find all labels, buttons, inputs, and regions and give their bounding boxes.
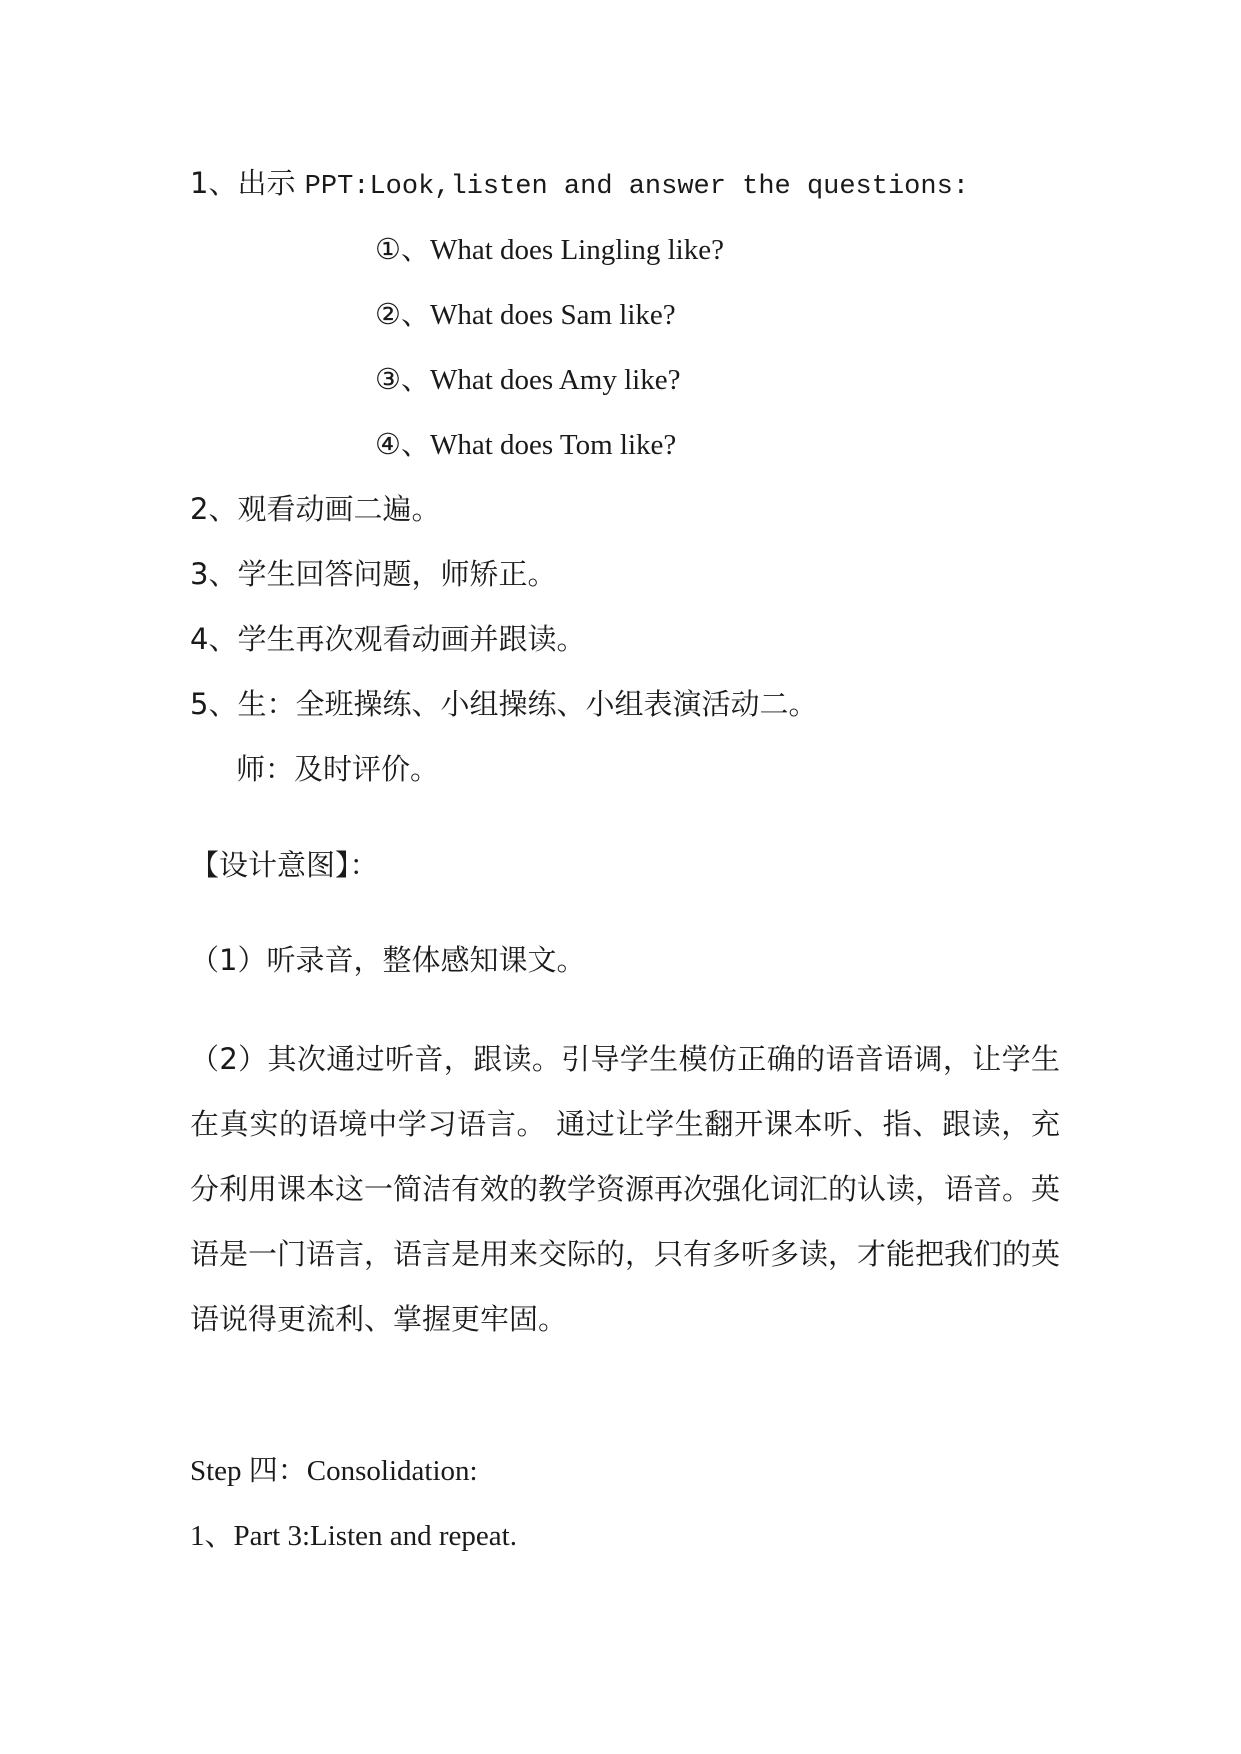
design-intent-heading: 【设计意图】： — [190, 848, 379, 882]
procedure-item-2: 2、观看动画二遍。 — [190, 492, 441, 526]
design-intent-point-2: （2）其次通过听音，跟读。引导学生模仿正确的语音语调，让学生在真实的语境中学习语言。 通过让学生翻开课本听、指、跟读，充分利用课本这一简洁有效的教学资源再次强化词汇的认读，语音。英语是一门语言，语言是用来交际的，只有多听多读，才能把我们的英语说得更流利、掌握更牢固。 — [190, 1042, 1061, 1336]
procedure-item-4: 4、学生再次观看动画并跟读。 — [190, 622, 586, 656]
question-text: What does Amy like? — [430, 364, 681, 396]
procedure-item-5: 5、生：全班操练、小组操练、小组表演活动二。 — [190, 687, 818, 721]
question-marker: ②、 — [375, 297, 430, 331]
step-4-heading — [190, 1450, 478, 1491]
question-3 — [375, 359, 680, 400]
question-1 — [375, 229, 724, 270]
question-marker: ①、 — [375, 232, 430, 266]
procedure-item-1-text: PPT:Look,listen and answer the questions: — [304, 172, 969, 202]
step-4-item-1 — [190, 1515, 517, 1556]
question-marker: ③、 — [375, 362, 430, 396]
question-text: What does Sam like? — [430, 299, 676, 331]
procedure-item-3: 3、学生回答问题，师矫正。 — [190, 557, 557, 591]
procedure-item-1 — [190, 163, 969, 207]
question-text: What does Tom like? — [430, 429, 677, 461]
question-text: What does Lingling like? — [430, 234, 724, 266]
step-4-item-1-text: 1、Part 3:Listen and repeat. — [190, 1520, 517, 1552]
question-4 — [375, 424, 676, 465]
question-marker: ④、 — [375, 427, 430, 461]
question-2 — [375, 294, 676, 335]
procedure-item-5-teacher: 师：及时评价。 — [236, 752, 440, 786]
step-4-heading-text: Step 四：Consolidation: — [190, 1455, 478, 1487]
procedure-item-1-prefix: 1、出示 — [190, 166, 305, 200]
design-intent-point-1: （1）听录音，整体感知课文。 — [190, 943, 586, 977]
